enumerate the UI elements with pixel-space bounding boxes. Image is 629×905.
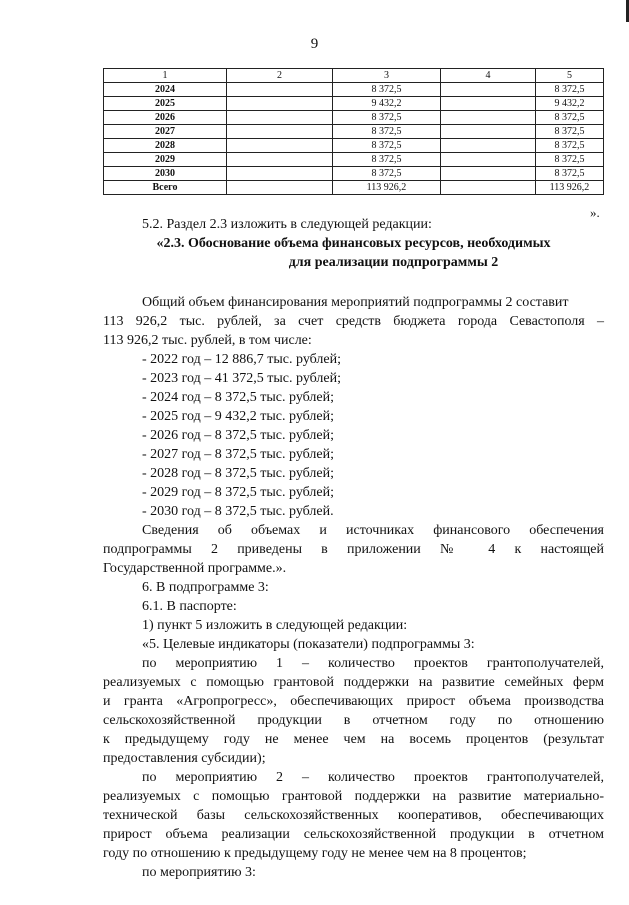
table-cell [441, 167, 536, 181]
paragraph-line: Общий объем финансирования мероприятий подпрограммы 2 составит [142, 295, 569, 310]
paragraph-line: реализуемых с помощью грантовой поддержки на развитие материально- [103, 789, 604, 804]
table-header-cell: 5 [536, 69, 604, 83]
table-cell: 8 372,5 [536, 111, 604, 125]
paragraph-line: реализуемых с помощью грантовой поддержки на развитие семейных ферм [103, 675, 604, 690]
paragraph-line: Государственной программе.». [103, 561, 287, 576]
table-row [104, 139, 604, 153]
table-cell [441, 181, 536, 195]
paragraph: 1) пункт 5 изложить в следующей редакции: [142, 618, 408, 633]
table-cell [441, 83, 536, 97]
table-cell: 8 372,5 [333, 153, 441, 167]
table-cell [227, 167, 333, 181]
paragraph-line: предоставления субсидии); [103, 751, 266, 766]
paragraph: 6.1. В паспорте: [142, 599, 237, 614]
document-body [103, 215, 604, 882]
table-cell [441, 139, 536, 153]
year-cell: 2029 [104, 153, 227, 167]
table-row [104, 83, 604, 97]
table-row [104, 167, 604, 181]
year-cell: 2030 [104, 167, 227, 181]
list-item: - 2024 год – 8 372,5 тыс. рублей; [142, 390, 335, 405]
table-cell: 8 372,5 [536, 153, 604, 167]
table-row [104, 153, 604, 167]
table-cell [227, 83, 333, 97]
paragraph-line: 113 926,2 тыс. рублей, в том числе: [103, 333, 312, 348]
table-cell [441, 153, 536, 167]
table-row [104, 111, 604, 125]
list-item: - 2030 год – 8 372,5 тыс. рублей. [142, 504, 334, 519]
table-cell: 113 926,2 [536, 181, 604, 195]
paragraph-line: по мероприятию 1 – количество проектов грантополучателей, [142, 656, 604, 671]
table-cell: 8 372,5 [333, 139, 441, 153]
table-cell [441, 111, 536, 125]
page-number: 9 [310, 36, 319, 52]
table-cell [227, 153, 333, 167]
paragraph-line: году по отношению к предыдущему году не менее чем на 8 процентов; [103, 846, 527, 861]
table-header-cell: 3 [333, 69, 441, 83]
paragraph-line: Сведения об объемах и источниках финансового обеспечения [142, 523, 604, 538]
table-cell: 9 432,2 [536, 97, 604, 111]
table-cell: 8 372,5 [333, 111, 441, 125]
table-cell [227, 181, 333, 195]
paragraph-line: технической базы сельскохозяйственных кооперативов, обеспечивающих [103, 808, 604, 823]
year-cell: 2024 [104, 83, 227, 97]
table-header-cell: 2 [227, 69, 333, 83]
table-cell [227, 125, 333, 139]
list-item: - 2023 год – 41 372,5 тыс. рублей; [142, 371, 342, 386]
paragraph-line: подпрограммы 2 приведены в приложении № 4 к настоящей [103, 542, 604, 557]
table-cell [441, 97, 536, 111]
closing-quote: ». [590, 205, 600, 220]
table-cell [441, 125, 536, 139]
paragraph-line: 113 926,2 тыс. рублей, за счет средств бюджета города Севастополя – [103, 314, 604, 329]
table-cell: 8 372,5 [333, 83, 441, 97]
list-item: - 2026 год – 8 372,5 тыс. рублей; [142, 428, 335, 443]
table-cell: 113 926,2 [333, 181, 441, 195]
table-header-cell: 4 [441, 69, 536, 83]
paragraph-line: к предыдущему году не менее чем на восемь процентов (результат [103, 732, 604, 747]
paragraph-line: и гранта «Агропрогресс», обеспечивающих прирост объема производства [103, 694, 604, 709]
table-cell: 8 372,5 [536, 139, 604, 153]
table-cell: 8 372,5 [333, 167, 441, 181]
list-item: - 2027 год – 8 372,5 тыс. рублей; [142, 447, 335, 462]
table-cell [227, 111, 333, 125]
paragraph-line: сельскохозяйственной продукции в отчетном году по отношению [103, 713, 604, 728]
paragraph: «5. Целевые индикаторы (показатели) подпрограммы 3: [142, 637, 475, 652]
year-cell: 2025 [104, 97, 227, 111]
paragraph: 5.2. Раздел 2.3 изложить в следующей редакции: [142, 217, 432, 232]
year-cell: 2028 [104, 139, 227, 153]
year-cell: 2027 [104, 125, 227, 139]
list-item: - 2025 год – 9 432,2 тыс. рублей; [142, 409, 335, 424]
table-cell: 8 372,5 [536, 125, 604, 139]
year-cell: 2026 [104, 111, 227, 125]
financing-table [103, 68, 604, 195]
table-total-row [104, 181, 604, 195]
table-cell [227, 139, 333, 153]
paragraph-line: прирост объема реализации сельскохозяйственной продукции в отчетном [103, 827, 604, 842]
list-item: - 2022 год – 12 886,7 тыс. рублей; [142, 352, 342, 367]
section-heading: для реализации подпрограммы 2 [288, 255, 499, 270]
paragraph: по мероприятию 3: [142, 865, 256, 880]
table-header-row [104, 69, 604, 83]
table-cell: 9 432,2 [333, 97, 441, 111]
table-row [104, 125, 604, 139]
paragraph: 6. В подпрограмме 3: [142, 580, 269, 595]
total-label-cell: Всего [104, 181, 227, 195]
table-header-cell: 1 [104, 69, 227, 83]
table-cell: 8 372,5 [536, 167, 604, 181]
paragraph-line: по мероприятию 2 – количество проектов грантополучателей, [142, 770, 604, 785]
table-cell: 8 372,5 [536, 83, 604, 97]
section-heading: «2.3. Обоснование объема финансовых ресурсов, необходимых [156, 236, 551, 251]
table-cell: 8 372,5 [333, 125, 441, 139]
list-item: - 2028 год – 8 372,5 тыс. рублей; [142, 466, 335, 481]
table-row [104, 97, 604, 111]
list-item: - 2029 год – 8 372,5 тыс. рублей; [142, 485, 335, 500]
table-cell [227, 97, 333, 111]
